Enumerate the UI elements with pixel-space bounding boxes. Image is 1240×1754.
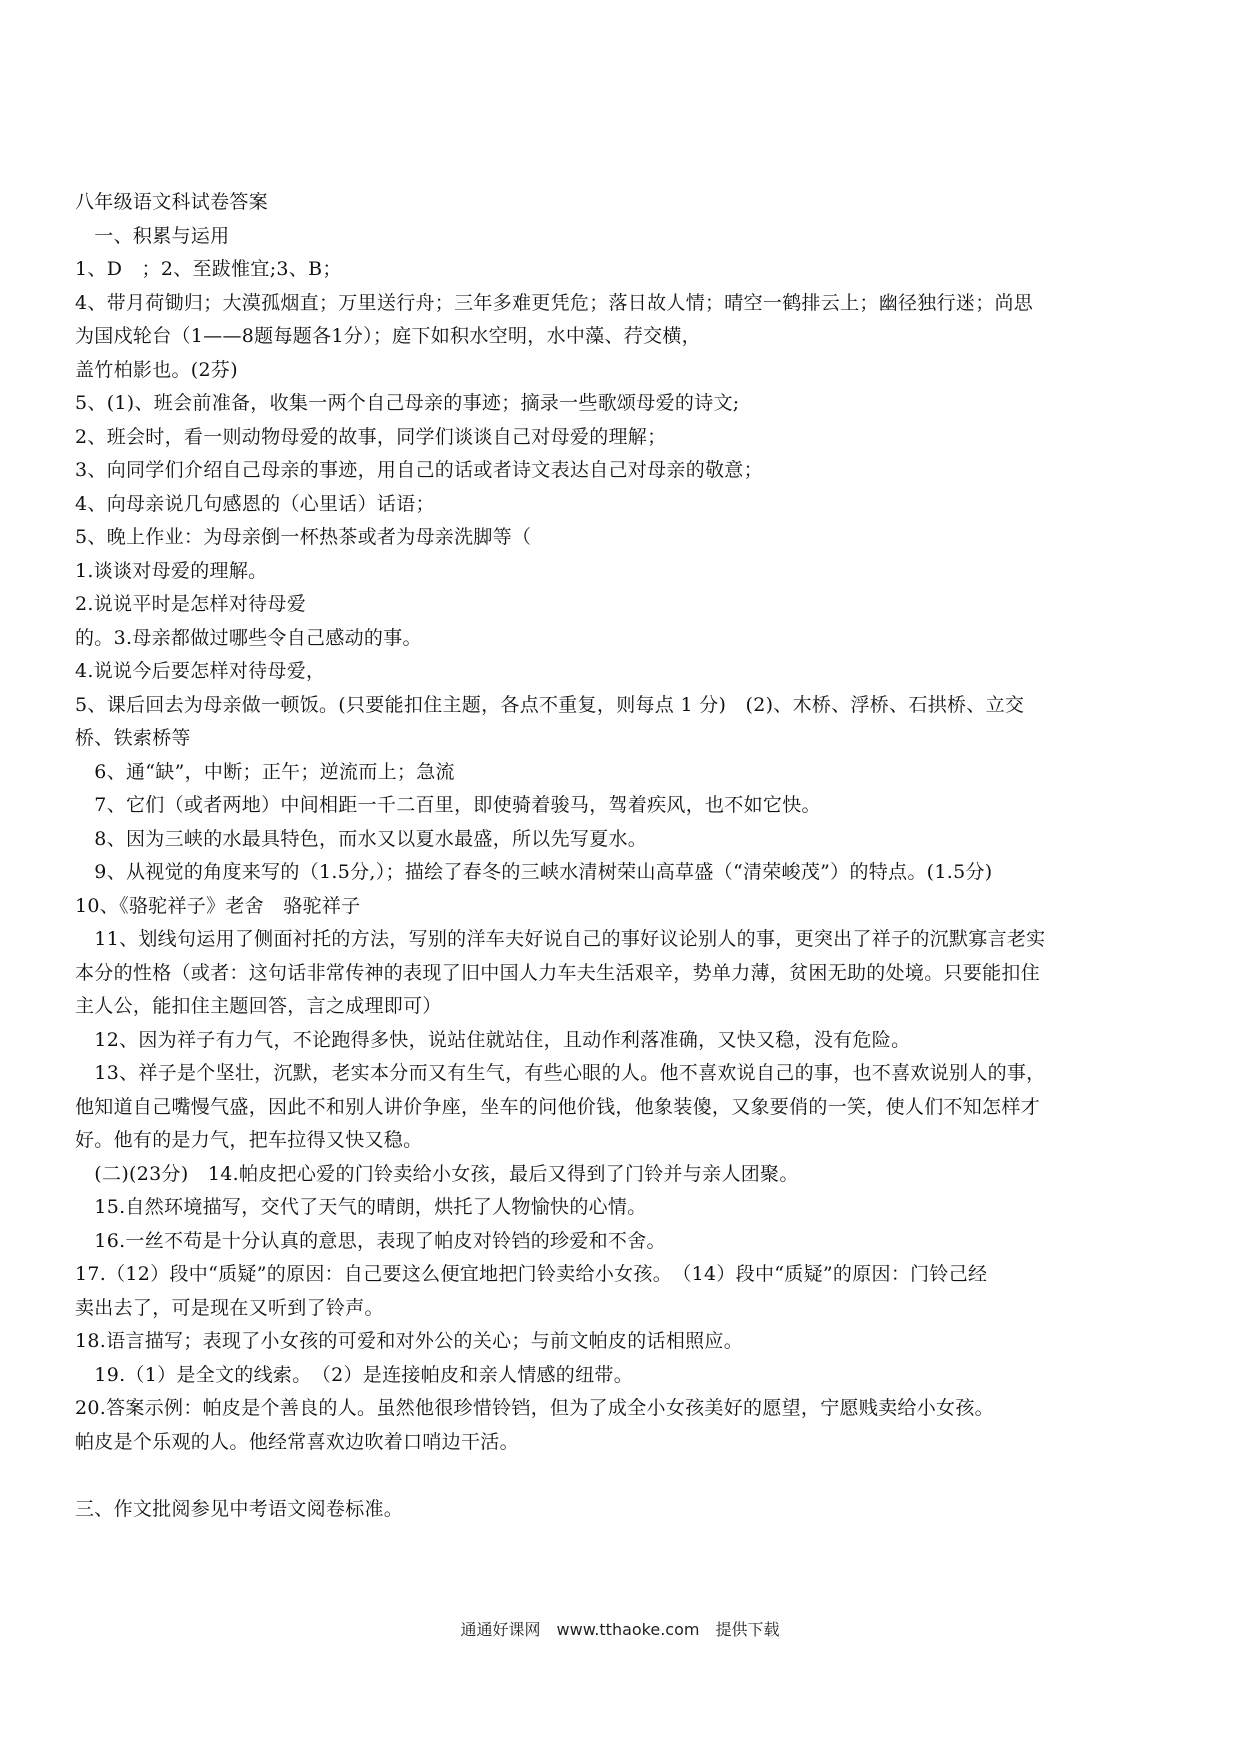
text-line: 10、《骆驼祥子》老舍 骆驼祥子 [75, 894, 361, 917]
text-line: 4.说说今后要怎样对待母爱， [75, 660, 326, 682]
text-line: 1.谈谈对母爱的理解。 [75, 559, 268, 582]
text-line: 5、课后回去为母亲做一顿饭。(只要能扣住主题，各点不重复，则每点 1 分) (2)、木桥、浮桥、石拱桥、立交 [75, 693, 1025, 716]
text-line: 好。他有的是力气，把车拉得又快又稳。 [75, 1129, 423, 1151]
text-line: 桥、铁索桥等 [75, 727, 191, 749]
page-footer: 通通好课网 www.tthaoke.com 提供下载 [460, 1620, 780, 1639]
text-line: 盖竹柏影也。(2芬) [75, 358, 238, 381]
text-line: 16.一丝不苟是十分认真的意思，表现了帕皮对铃铛的珍爱和不舍。 [75, 1229, 666, 1252]
text-line: 7、它们（或者两地）中间相距一千二百里，即使骑着骏马，驾着疾风，也不如它快。 [75, 794, 821, 816]
text-line: 一、积累与运用 [75, 224, 230, 247]
text-line: 8、因为三峡的水最具特色，而水又以夏水最盛，所以先写夏水。 [75, 827, 648, 850]
text-line: 的。3.母亲都做过哪些令自己感动的事。 [75, 626, 422, 649]
text-line: 他知道自己嘴慢气盛，因此不和别人讲价争座，坐车的问他价钱，他象装傻，又象要俏的一笑，使人们不知怎样才 [75, 1095, 1041, 1118]
text-line: 本分的性格（或者：这句话非常传神的表现了旧中国人力车夫生活艰辛，势单力薄，贫困无助的处境。只要能扣住 [75, 961, 1041, 984]
text-line: 卖出去了，可是现在又听到了铃声。 [75, 1296, 384, 1319]
text-line: 2.说说平时是怎样对待母爱 [75, 593, 307, 615]
text-line: 4、带月荷锄归；大漠孤烟直；万里送行舟；三年多难更凭危；落日故人情；晴空一鹤排云上；幽径独行迷；尚思 [75, 291, 1034, 314]
text-line: 12、因为祥子有力气，不论跑得多快，说站住就站住，且动作利落准确，又快又稳，没有危险。 [75, 1028, 911, 1051]
text-line: 为国戍轮台（1——8题每题各1分）；庭下如积水空明，水中藻、荇交横， [75, 325, 701, 347]
text-line: 6、通“缺”，中断；正午；逆流而上；急流 [75, 760, 455, 783]
blank-line [75, 1459, 1170, 1493]
text-line: 19.（1）是全文的线索。 （2）是连接帕皮和亲人情感的纽带。 [75, 1363, 633, 1386]
text-line: 1、D ；2、至跋惟宜;3、B； [75, 258, 342, 280]
text-line: 3、向同学们介绍自己母亲的事迹，用自己的话或者诗文表达自己对母亲的敬意； [75, 459, 763, 481]
text-line: (二)(23分) 14.帕皮把心爱的门铃卖给小女孩，最后又得到了门铃并与亲人团聚。 [75, 1162, 799, 1185]
answer-key-body [75, 186, 1170, 1526]
text-line: 11、划线句运用了侧面衬托的方法，写别的洋车夫好说自己的事好议论别人的事，更突出了祥子的沉默寡言老实 [75, 928, 1046, 950]
text-line: 13、祥子是个坚壮，沉默，老实本分而又有生气，有些心眼的人。他不喜欢说自己的事，也不喜欢说别人的事， [75, 1062, 1046, 1084]
text-line: 4、向母亲说几句感恩的（心里话）话语； [75, 492, 435, 515]
text-line: 5、晚上作业：为母亲倒一杯热茶或者为母亲洗脚等（ [75, 526, 532, 548]
text-line: 17.（12）段中“质疑”的原因：自己要这么便宜地把门铃卖给小女孩。 （14）段中“质疑”的原因：门铃己经 [75, 1263, 988, 1285]
text-line: 主人公，能扣住主题回答，言之成理即可） [75, 995, 442, 1017]
document-title: 八年级语文科试卷答案 [75, 191, 269, 213]
text-line: 2、班会时，看一则动物母爱的故事，同学们谈谈自己对母爱的理解； [75, 425, 667, 448]
text-line: 三、作文批阅参见中考语文阅卷标准。 [75, 1497, 404, 1520]
text-line: 5、(1)、班会前准备，收集一两个自己母亲的事迹；摘录一些歌颂母爱的诗文; [75, 392, 740, 414]
text-line: 20.答案示例：帕皮是个善良的人。虽然他很珍惜铃铛，但为了成全小女孩美好的愿望，宁愿贱卖给小女孩。 [75, 1397, 994, 1419]
text-line: 9、从视觉的角度来写的（1.5分,）；描绘了春冬的三峡水清树荣山高草盛（“清荣峻茂”）的特点。(1.5分) [75, 861, 993, 883]
text-line: 18.语言描写；表现了小女孩的可爱和对外公的关心；与前文帕皮的话相照应。 [75, 1330, 744, 1352]
text-line: 帕皮是个乐观的人。他经常喜欢边吹着口哨边干活。 [75, 1430, 519, 1453]
text-line: 15.自然环境描写，交代了天气的晴朗，烘托了人物愉快的心情。 [75, 1196, 647, 1218]
